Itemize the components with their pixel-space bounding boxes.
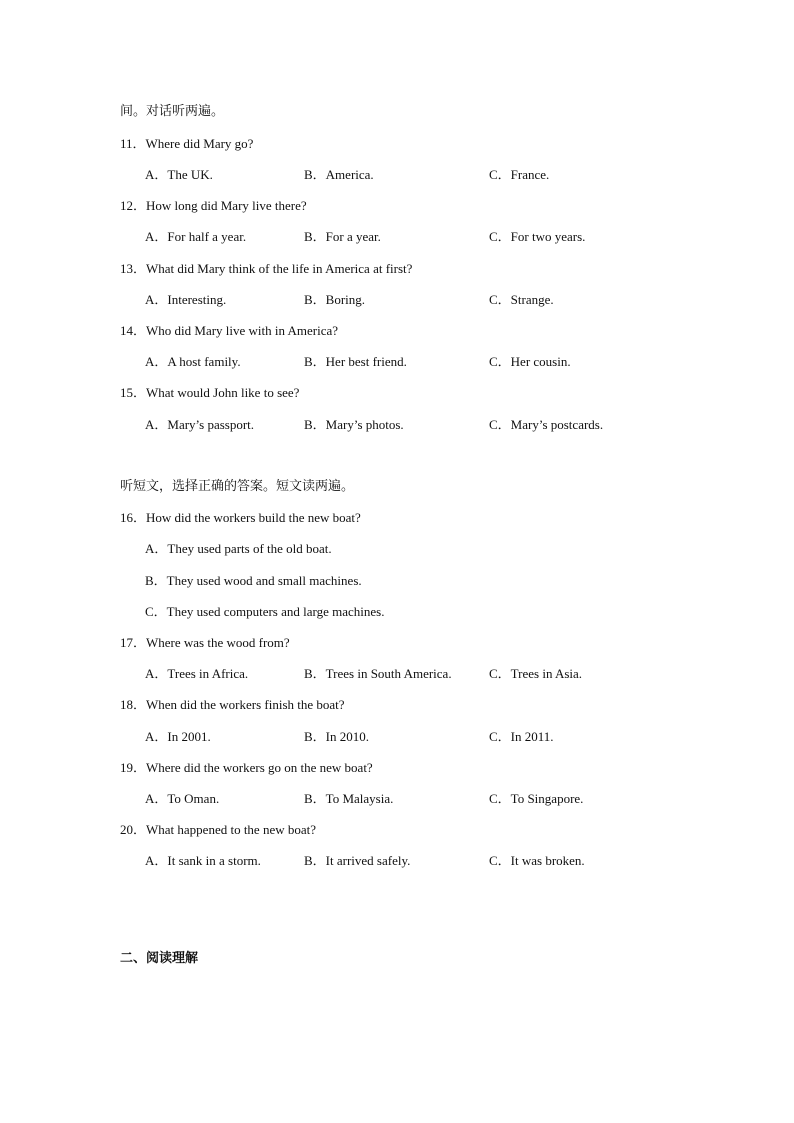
question-15-option-a: A．Mary’s passport. <box>145 417 255 432</box>
question-12-stem: 12．How long did Mary live there? <box>120 198 307 213</box>
question-19-option-b: B．To Malaysia. <box>304 791 394 806</box>
question-11-stem: 11．Where did Mary go? <box>120 136 254 151</box>
question-18-option-a: A．In 2001. <box>145 729 211 744</box>
question-13-option-b: B．Boring. <box>304 292 366 307</box>
question-12-option-b: B．For a year. <box>304 229 381 244</box>
question-16-option-a: A．They used parts of the old boat. <box>145 541 332 556</box>
question-11-option-a: A．The UK. <box>145 167 213 182</box>
question-13-stem: 13．What did Mary think of the life in America at first? <box>120 261 413 276</box>
question-20-option-c: C．It was broken. <box>489 853 585 868</box>
question-19-stem: 19．Where did the workers go on the new boat? <box>120 760 373 775</box>
question-12-option-c: C．For two years. <box>489 229 586 244</box>
question-17-option-c: C．Trees in Asia. <box>489 666 583 681</box>
question-16-stem: 16．How did the workers build the new boat? <box>120 510 361 525</box>
question-18-option-b: B．In 2010. <box>304 729 370 744</box>
question-15-option-c: C．Mary’s postcards. <box>489 417 604 432</box>
question-20-stem: 20．What happened to the new boat? <box>120 822 317 837</box>
question-14-stem: 14．Who did Mary live with in America? <box>120 323 339 338</box>
question-16-option-b: B．They used wood and small machines. <box>145 573 362 588</box>
question-14-option-c: C．Her cousin. <box>489 354 571 369</box>
question-15-option-b: B．Mary’s photos. <box>304 417 404 432</box>
question-18-stem: 18．When did the workers finish the boat? <box>120 697 345 712</box>
question-17-stem: 17．Where was the wood from? <box>120 635 290 650</box>
question-20-option-b: B．It arrived safely. <box>304 853 411 868</box>
question-17-option-b: B．Trees in South America. <box>304 666 452 681</box>
question-19-option-c: C．To Singapore. <box>489 791 584 806</box>
question-11-option-c: C．France. <box>489 167 550 182</box>
question-13-option-a: A．Interesting. <box>145 292 227 307</box>
instruction-tail: 间。对话听两遍。 <box>120 104 225 119</box>
question-11-option-b: B．America. <box>304 167 374 182</box>
question-20-option-a: A．It sank in a storm. <box>145 853 261 868</box>
question-13-option-c: C．Strange. <box>489 292 554 307</box>
question-15-stem: 15．What would John like to see? <box>120 385 300 400</box>
reading-section-title: 二、阅读理解 <box>120 951 199 966</box>
question-17-option-a: A．Trees in Africa. <box>145 666 249 681</box>
question-12-option-a: A．For half a year. <box>145 229 247 244</box>
question-14-option-a: A．A host family. <box>145 354 241 369</box>
listening-passage-instruction: 听短文，选择正确的答案。短文读两遍。 <box>120 479 355 494</box>
question-16-option-c: C．They used computers and large machines. <box>145 604 385 619</box>
question-19-option-a: A．To Oman. <box>145 791 220 806</box>
question-14-option-b: B．Her best friend. <box>304 354 407 369</box>
question-18-option-c: C．In 2011. <box>489 729 554 744</box>
